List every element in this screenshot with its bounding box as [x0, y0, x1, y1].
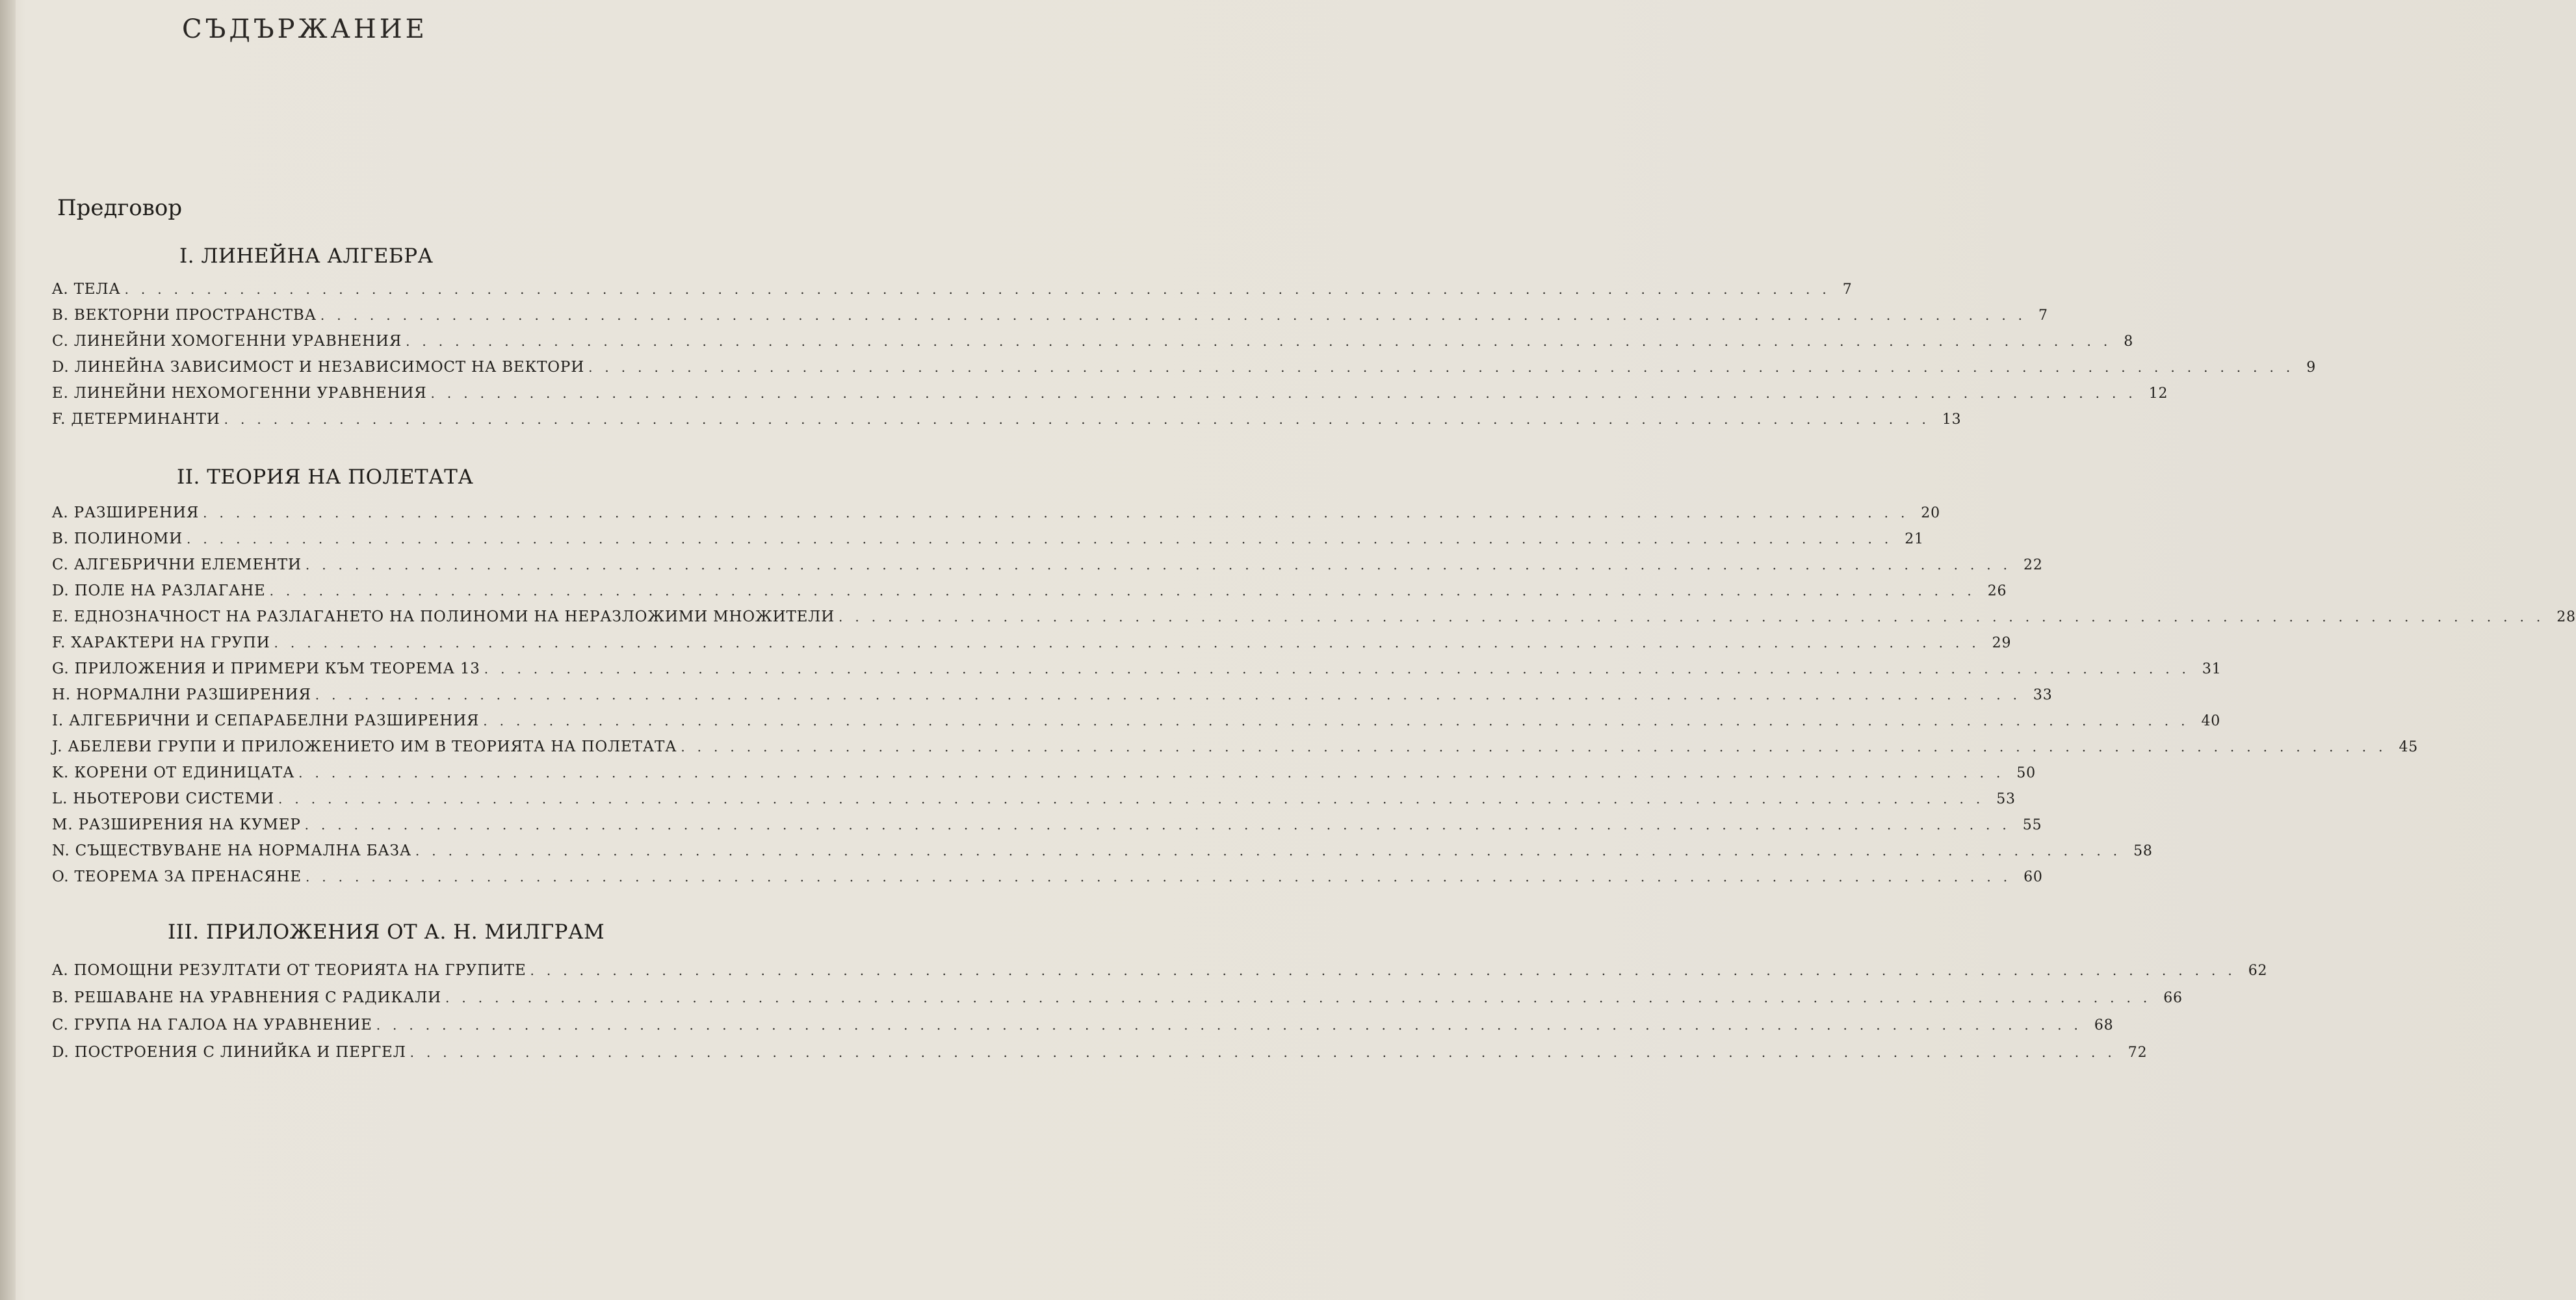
dot-leader: ........................................................................................................ [124, 281, 1839, 297]
toc-entry [52, 1044, 2148, 1066]
toc-entry-label: D. ПОЛЕ НА РАЗЛАГАНЕ [52, 582, 266, 599]
page-title: СЪДЪРЖАНИЕ [182, 14, 428, 44]
book-spine-shadow [0, 0, 16, 1300]
toc-entry-page: 7 [1842, 281, 1853, 298]
toc-entry-page: 9 [2306, 359, 2317, 376]
dot-leader: ........................................................................................................ [484, 661, 2198, 677]
toc-entry [52, 989, 2183, 1011]
toc-entry-label: E. ЛИНЕЙНИ НЕХОМОГЕННИ УРАВНЕНИЯ [52, 385, 427, 402]
dot-leader: ........................................................................................................ [187, 531, 1901, 547]
toc-entry-page: 62 [2248, 963, 2268, 979]
toc-entry-page: 40 [2201, 713, 2221, 729]
toc-entry-page: 13 [1942, 411, 1962, 428]
toc-entry-label: D. ЛИНЕЙНА ЗАВИСИМОСТ И НЕЗАВИСИМОСТ НА ВЕКТОРИ [52, 359, 585, 376]
toc-entry-page: 12 [2148, 385, 2168, 402]
toc-entry [52, 634, 2012, 656]
toc-entry-page: 21 [1905, 531, 1924, 547]
toc-entry-page: 29 [1992, 635, 2012, 651]
dot-leader: ........................................................................................................ [269, 583, 1984, 599]
toc-entry [52, 504, 1940, 526]
part-title-1: I. ЛИНЕЙНА АЛГЕБРА [179, 244, 434, 268]
dot-leader: ........................................................................................................ [376, 1017, 2090, 1033]
dot-leader: ........................................................................................................ [530, 963, 2244, 978]
dot-leader: ........................................................................................................ [415, 843, 2130, 859]
dot-leader: ........................................................................................................ [406, 333, 2120, 349]
dot-leader: ........................................................................................................ [588, 359, 2303, 375]
dot-leader: ........................................................................................................ [203, 505, 1918, 521]
toc-entry [52, 712, 2221, 734]
toc-entry [52, 962, 2268, 984]
dot-leader: ........................................................................................................ [681, 739, 2395, 755]
toc-entry-label: G. ПРИЛОЖЕНИЯ И ПРИМЕРИ КЪМ ТЕОРЕМА 13 [52, 660, 480, 677]
toc-entry [52, 608, 2576, 630]
toc-entry-page: 66 [2163, 990, 2183, 1006]
dot-leader: ........................................................................................................ [445, 990, 2160, 1006]
toc-entry-page: 26 [1987, 583, 2007, 599]
dot-leader: ........................................................................................................ [430, 385, 2145, 401]
toc-entry-page: 45 [2399, 739, 2419, 755]
toc-entry [52, 686, 2053, 708]
toc-entry-label: K. КОРЕНИ ОТ ЕДИНИЦАТА [52, 764, 295, 781]
dot-leader: ........................................................................................................ [315, 687, 2029, 703]
toc-entry-page: 33 [2033, 687, 2053, 703]
toc-entry-page: 53 [1996, 791, 2016, 807]
dot-leader: ........................................................................................................ [320, 307, 2035, 323]
toc-entry-label: H. НОРМАЛНИ РАЗШИРЕНИЯ [52, 686, 311, 703]
dot-leader: ........................................................................................................ [305, 869, 2020, 885]
dot-leader: ........................................................................................................ [483, 713, 2198, 729]
dot-leader: ........................................................................................................ [410, 1045, 2124, 1060]
toc-entry [52, 582, 2007, 604]
toc-entry [52, 359, 2317, 381]
toc-entry-label: A. ПОМОЩНИ РЕЗУЛТАТИ ОТ ТЕОРИЯТА НА ГРУПИТЕ [52, 962, 527, 979]
toc-entry-label: L. НЬОТЕРОВИ СИСТЕМИ [52, 790, 275, 807]
toc-entry [52, 333, 2134, 355]
toc-entry [52, 868, 2043, 890]
toc-entry-page: 28 [2556, 609, 2576, 625]
toc-entry [52, 281, 1853, 303]
toc-entry-label: J. АБЕЛЕВИ ГРУПИ И ПРИЛОЖЕНИЕТО ИМ В ТЕОРИЯТА НА ПОЛЕТАТА [52, 738, 677, 755]
toc-entry-page: 20 [1921, 505, 1940, 521]
toc-entry-page: 55 [2022, 817, 2042, 833]
toc-entry-label: M. РАЗШИРЕНИЯ НА КУМЕР [52, 816, 301, 833]
toc-entry-page: 7 [2038, 307, 2048, 324]
toc-entry-page: 50 [2016, 765, 2036, 781]
toc-entry-page: 60 [2023, 869, 2043, 885]
toc-entry [52, 764, 2036, 786]
toc-entry-page: 22 [2023, 557, 2043, 573]
toc-entry-label: D. ПОСТРОЕНИЯ С ЛИНИЙКА И ПЕРГЕЛ [52, 1044, 406, 1061]
dot-leader: ........................................................................................................ [224, 411, 1938, 427]
toc-entry [52, 385, 2168, 407]
toc-entry-label: B. ВЕКТОРНИ ПРОСТРАНСТВА [52, 307, 317, 324]
toc-entry-label: O. ТЕОРЕМА ЗА ПРЕНАСЯНЕ [52, 868, 302, 885]
toc-entry [52, 738, 2419, 760]
toc-entry-page: 8 [2124, 333, 2134, 350]
toc-entry-page: 58 [2133, 843, 2153, 859]
toc-entry-page: 31 [2202, 661, 2222, 677]
dot-leader: ........................................................................................................ [304, 817, 2019, 833]
toc-entry [52, 816, 2042, 838]
dot-leader: ........................................................................................................ [305, 557, 2020, 573]
dot-leader: ........................................................................................................ [839, 609, 2553, 625]
toc-entry [52, 411, 1962, 433]
toc-entry-page: 72 [2127, 1045, 2148, 1061]
dot-leader: ........................................................................................................ [274, 635, 1988, 651]
toc-entry-label: C. АЛГЕБРИЧНИ ЕЛЕМЕНТИ [52, 556, 302, 573]
toc-entry-label: C. ЛИНЕЙНИ ХОМОГЕННИ УРАВНЕНИЯ [52, 333, 402, 350]
toc-entry [52, 842, 2153, 864]
toc-entry-page: 68 [2094, 1017, 2114, 1034]
toc-entry [52, 660, 2222, 682]
part-title-2: II. ТЕОРИЯ НА ПОЛЕТАТА [177, 465, 474, 489]
toc-entry-label: F. ДЕТЕРМИНАНТИ [52, 411, 220, 428]
toc-entry-label: A. РАЗШИРЕНИЯ [52, 504, 200, 521]
preface-entry: Предговор [57, 195, 183, 221]
toc-entry-label: I. АЛГЕБРИЧНИ И СЕПАРАБЕЛНИ РАЗШИРЕНИЯ [52, 712, 480, 729]
toc-entry [52, 307, 2048, 329]
toc-entry [52, 530, 1924, 552]
dot-leader: ........................................................................................................ [298, 765, 2013, 781]
toc-entry [52, 790, 2016, 812]
toc-entry [52, 556, 2043, 578]
toc-entry-label: B. ПОЛИНОМИ [52, 530, 183, 547]
dot-leader: ........................................................................................................ [278, 791, 1993, 807]
toc-entry-label: B. РЕШАВАНЕ НА УРАВНЕНИЯ С РАДИКАЛИ [52, 989, 442, 1006]
toc-entry [52, 1017, 2114, 1039]
part-title-3: III. ПРИЛОЖЕНИЯ ОТ А. Н. МИЛГРАМ [168, 920, 605, 944]
toc-entry-label: N. СЪЩЕСТВУВАНЕ НА НОРМАЛНА БАЗА [52, 842, 411, 859]
toc-entry-label: F. ХАРАКТЕРИ НА ГРУПИ [52, 634, 270, 651]
toc-entry-label: C. ГРУПА НА ГАЛОА НА УРАВНЕНИЕ [52, 1017, 372, 1034]
toc-entry-label: A. ТЕЛА [52, 281, 121, 298]
toc-entry-label: E. ЕДНОЗНАЧНОСТ НА РАЗЛАГАНЕТО НА ПОЛИНОМИ НА НЕРАЗЛОЖИМИ МНОЖИТЕЛИ [52, 608, 835, 625]
